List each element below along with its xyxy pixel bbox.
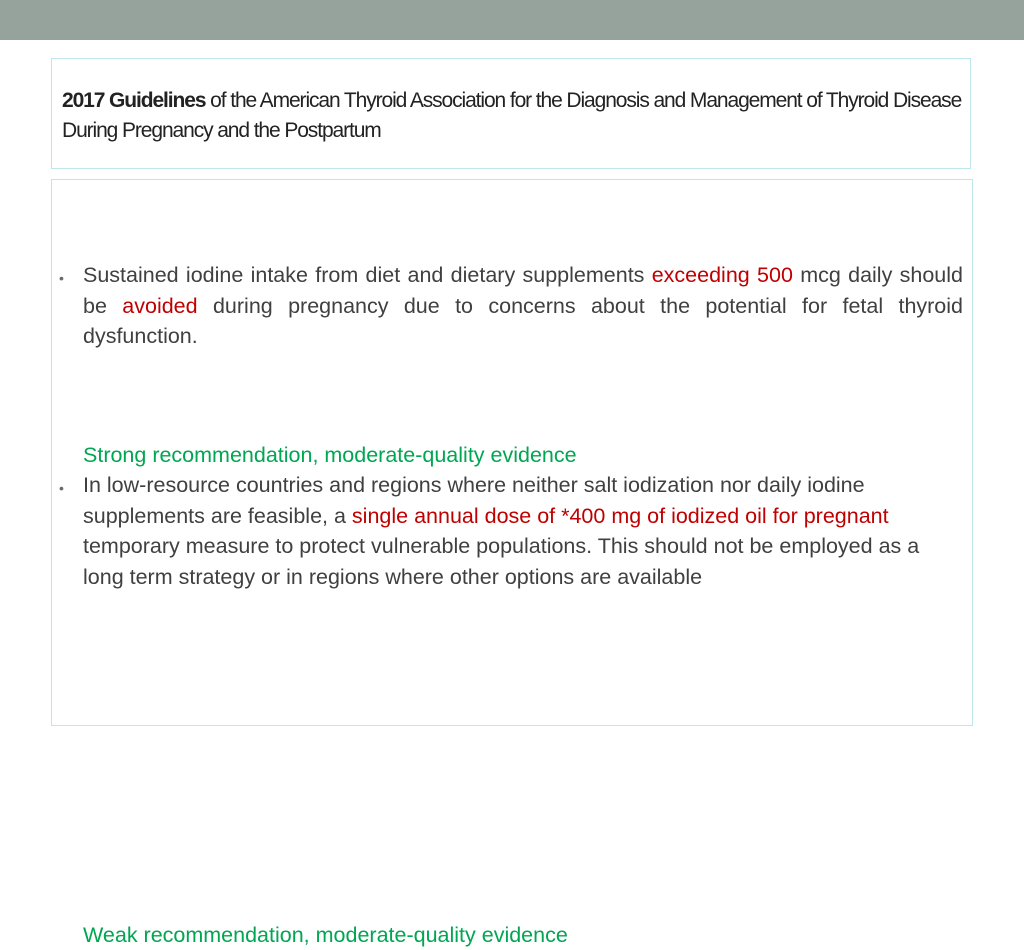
emphasis-text: avoided <box>122 293 198 318</box>
bullet-icon: • <box>59 270 64 286</box>
emphasis-text: exceeding 500 <box>651 263 793 287</box>
body-text: temporary measure to protect vulnerable populations. This should not be employed as a long term strategy or in regions where other options are available <box>83 534 920 589</box>
recommendation-strength: Strong recommendation, moderate-quality evidence <box>83 443 577 467</box>
body-text: during pregnancy due to concerns about the potential for fetal thyroid dysfunction. <box>83 293 964 348</box>
slide-title <box>62 86 967 146</box>
title-rest-part: of the American Thyroid Association for the Diagnosis and Management of Thyroid Disease During Pregnancy and the Postpartum <box>62 89 962 142</box>
header-bar <box>0 0 1024 40</box>
bullet-icon: • <box>59 480 64 496</box>
body-text: In low-resource countries and regions where neither salt iodization nor daily iodine supplements are feasible, a <box>83 473 865 528</box>
body-text: Sustained iodine intake from diet and dietary supplements <box>83 263 652 287</box>
bullet-text <box>83 260 963 352</box>
title-box <box>51 58 971 169</box>
content-box <box>51 179 973 947</box>
body-text: mcg daily should be <box>83 263 963 318</box>
emphasis-text: single annual dose of *400 mg of iodized oil for pregnant <box>351 503 889 528</box>
title-bold-part: 2017 Guidelines <box>62 89 206 112</box>
recommendation-strength: Weak recommendation, moderate-quality evidence <box>83 923 568 947</box>
bullet-text <box>83 470 963 592</box>
